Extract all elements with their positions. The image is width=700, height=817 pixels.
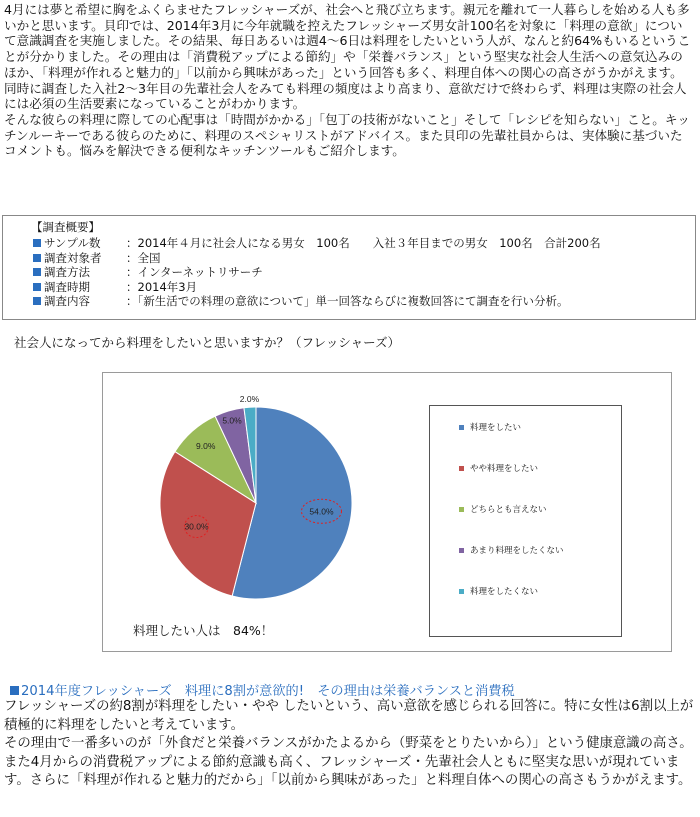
conclusion-paragraph: フレッシャーズの約8割が料理をしたい・やや したいという、高い意欲を感じられる回答に。特に女性は6割以上が積極的に料理をしたいと考えています。 — [4, 699, 694, 733]
bullet-square-icon — [33, 268, 41, 276]
chart-legend — [429, 405, 622, 637]
survey-row-value: ：インターネットリサーチ — [126, 265, 263, 279]
bullet-square-icon — [33, 297, 41, 305]
legend-swatch — [459, 466, 464, 471]
survey-row-value: ：「新生活での料理の意欲について」単一回答ならびに複数回答にて調査を行い分析。 — [126, 294, 569, 308]
pie-chart-frame — [102, 372, 672, 652]
survey-row-label: 調査時期 — [44, 279, 90, 294]
survey-overview-box — [2, 215, 696, 320]
legend-label: あまり料理をしたくない — [470, 546, 564, 556]
chart-question: 社会人になってから料理をしたいと思いますか？（フレッシャーズ） — [14, 335, 401, 350]
data-label: 2.0% — [239, 394, 260, 405]
data-label: 9.0% — [196, 440, 216, 451]
bullet-square-icon — [33, 239, 41, 247]
bullet-square-icon — [33, 254, 41, 262]
survey-row-label: 調査内容 — [44, 294, 90, 308]
legend-label: やや料理をしたい — [470, 464, 539, 474]
survey-row — [31, 251, 601, 266]
legend-swatch — [459, 548, 464, 553]
bullet-square-icon — [33, 283, 41, 291]
survey-row-label: 調査方法 — [44, 265, 90, 279]
legend-item — [459, 422, 521, 434]
intro-paragraph: 4月には夢と希望に胸をふくらませたフレッシャーズが、社会へと飛び立ちます。親元を離れて一人暮らしを始める人も多いかと思います。貝印では、2014年3月に今年就職を控えたフレッシャーズ男女計100名を対象に「料理の意欲」について意識調査を実施しました。その結果、毎日あるいは週4～6日は料理をしたいという人が、なんと約64%もいるということが分かりました。その理由は「消費税アップによる節約」や「栄養バランス」という堅実な社会人生活への意気込みのほか、「料理が作れると魅力的」「以前から興味があった」という回答も多く、料理自体への関心の高さがうかがえます。 — [4, 2, 691, 80]
data-label: 30.0% — [184, 521, 209, 532]
legend-swatch — [459, 425, 464, 430]
legend-item — [459, 545, 564, 557]
conclusion-paragraph: その理由で一番多いのが「外食だと栄養バランスがかたよるから（野菜をとりたいから）」という健康意識の高さ。また4月からの消費税アップによる節約意識も高く、フレッシャーズ・先輩社会人ともに堅実な思いが現れています。さらに「料理が作れると魅力的だから」「以前から興味があった」と料理自体への関心の高さもうかがえます。 — [4, 736, 693, 788]
heading-square-icon — [10, 686, 19, 695]
survey-row-label: 調査対象者 — [44, 250, 102, 265]
intro-text — [4, 2, 694, 159]
survey-row — [31, 236, 601, 251]
conclusion-text — [4, 698, 694, 791]
survey-row-label: サンプル数 — [44, 236, 101, 250]
section-heading-text: 2014年度フレッシャーズ 料理に8割が意欲的! その理由は栄養バランスと消費税 — [21, 684, 515, 699]
data-label: 54.0% — [309, 506, 334, 517]
survey-row-value: ：2014年４月に社会人になる男女 100名 入社３年目までの男女 100名 合計200名 — [126, 236, 601, 250]
intro-paragraph: 同時に調査した入社2～3年目の先輩社会人をみても料理の頻度はより高まり、意欲だけで終わらず、料理は実際の社会人には必須の生活要素になっていることがわかります。 — [4, 80, 687, 112]
survey-row-value: ：2014年3月 — [126, 279, 198, 294]
legend-label: 料理をしたくない — [470, 587, 539, 597]
section-heading — [10, 680, 515, 699]
chart-note: 料理したい人は 84%！ — [133, 623, 274, 638]
legend-label: どちらとも言えない — [470, 505, 547, 515]
survey-rows — [31, 236, 601, 309]
survey-row — [31, 294, 601, 309]
legend-item — [459, 504, 547, 516]
survey-row-value: ：全国 — [126, 250, 161, 265]
survey-title: 【調査概要】 — [31, 220, 100, 234]
legend-item — [459, 463, 538, 475]
survey-row — [31, 280, 601, 295]
legend-swatch — [459, 507, 464, 512]
legend-swatch — [459, 589, 464, 594]
intro-paragraph: そんな彼らの料理に際しての心配事は「時間がかかる」「包丁の技術がないこと」そして「レシピを知らない」こと。キッチンルーキーである彼らのために、料理のスペシャリストがアドバイス。また貝印の先輩社員からは、実体験に基づいたコメントも。悩みを解決できる便利なキッチンツールもご紹介します。 — [4, 111, 690, 159]
legend-item — [459, 586, 538, 598]
data-label: 5.0% — [222, 415, 242, 426]
survey-row — [31, 265, 601, 280]
legend-label: 料理をしたい — [470, 423, 522, 433]
